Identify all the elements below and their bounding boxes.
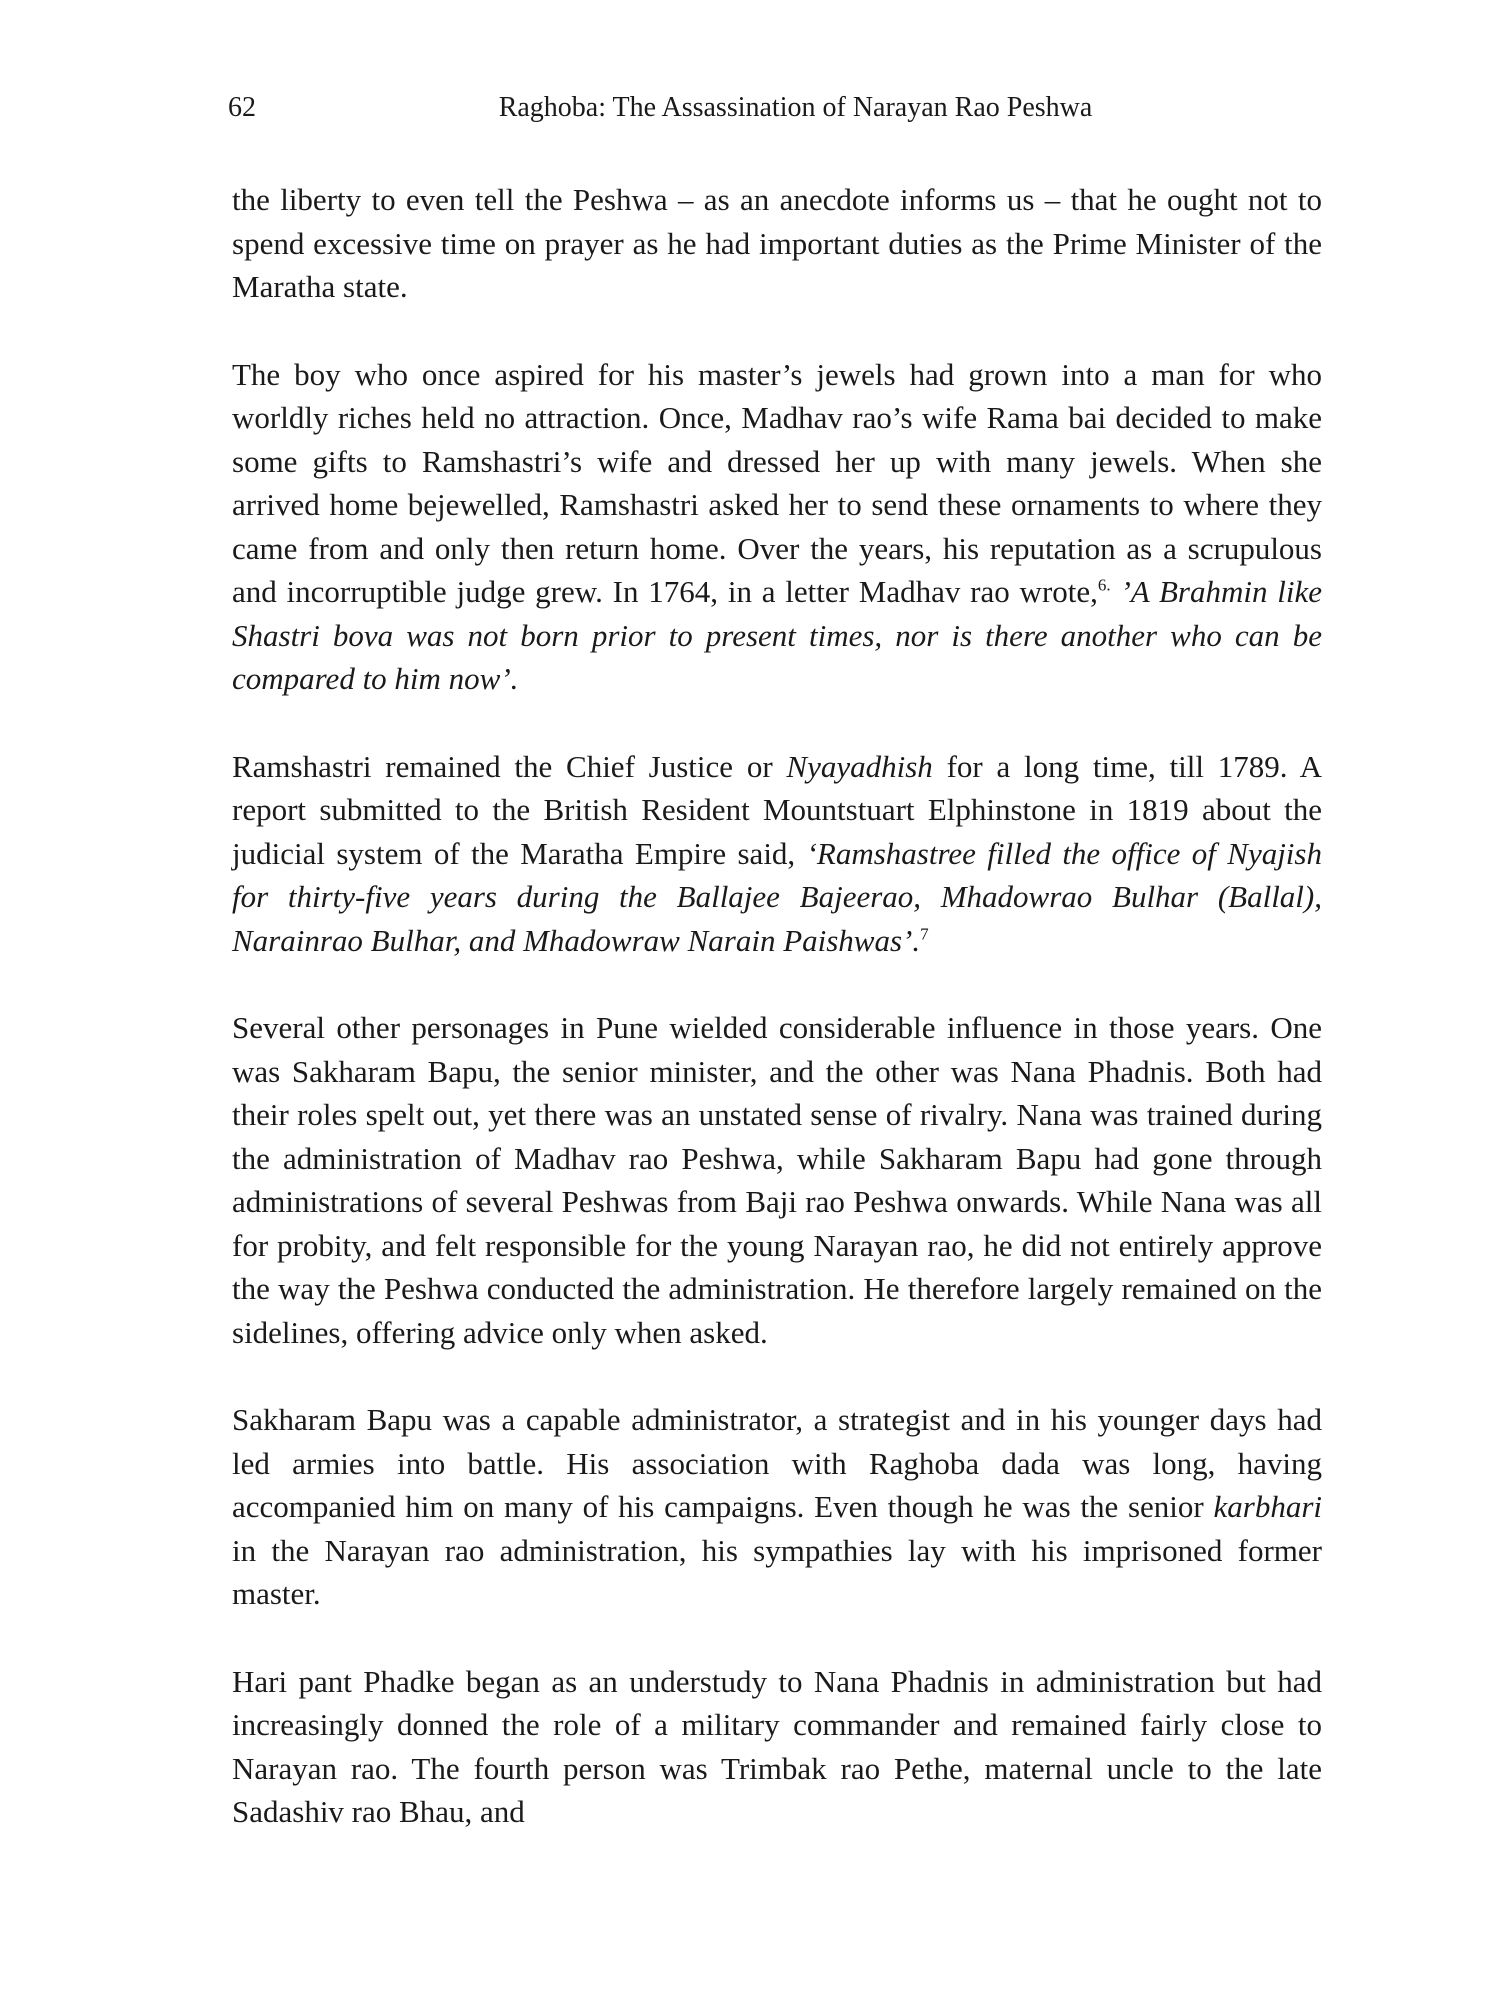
paragraph-5 (232, 1398, 1322, 1616)
italic-quote: ’A Brahmin like Shastri bova was not born prior to present times, nor is there another who can be compared to him now’. (232, 574, 1323, 696)
running-title: Raghoba: The Assassination of Narayan Rao Peshwa (498, 92, 1093, 123)
paragraph-1 (232, 178, 1322, 309)
paragraph-text: Several other personages in Pune wielded considerable influence in those years. One was Sakharam Bapu, the senior minister, and the other was Nana Phadnis. Both had their roles spelt out, yet there was an unstated sense of rivalry. Nana was trained during the administration of Madhav rao Peshwa, while Sakharam Bapu had gone through administrations of several Peshwas from Baji rao Peshwa onwards. While Nana was all for probity, and felt responsible for the young Narayan rao, he did not entirely approve the way the Peshwa conducted the administration. He therefore largely remained on the sidelines, offering advice only when asked. (232, 1010, 1322, 1350)
paragraph-text: the liberty to even tell the Peshwa – as an anecdote informs us – that he ought not to spend excessive time on prayer as he had important duties as the Prime Minister of the Maratha state. (232, 182, 1322, 304)
paragraph-text: Ramshastri remained the Chief Justice or (232, 748, 787, 784)
footnote-marker: 7 (920, 924, 929, 944)
paragraph-text: Sakharam Bapu was a capable administrator, a strategist and in his younger days had led armies into battle. His association with Raghoba dada was long, having accompanied him on many of his campaigns. Even though he was the senior (232, 1402, 1322, 1524)
paragraph-text: The boy who once aspired for his master’s jewels had grown into a man for who worldly riches held no attraction. Once, Madhav rao’s wife Rama bai decided to make some gifts to Ramshastri’s wife and dressed her up with many jewels. When she arrived home bejewelled, Ramshastri asked her to send these ornaments to where they came from and only then return home. Over the years, his reputation as a scrupulous and incorruptible judge grew. In 1764, in a letter Madhav rao wrote, (232, 356, 1322, 609)
paragraph-text: Hari pant Phadke began as an understudy to Nana Phadnis in administration but had increasingly donned the role of a military commander and remained fairly close to Narayan rao. The fourth person was Trimbak rao Pethe, maternal uncle to the late Sadashiv rao Bhau, and (232, 1663, 1322, 1829)
paragraph-3 (232, 745, 1322, 963)
paragraph-text: in the Narayan rao administration, his sympathies lay with his imprisoned former master. (232, 1532, 1322, 1611)
paragraph-6 (232, 1660, 1322, 1834)
italic-quote: ‘Ramshastree filled the office of Nyajish for thirty-five years during the Ballajee Bajeerao, Mhadowrao Bulhar (Ballal), Narainrao Bulhar, and Mhadowraw Narain Paishwas’. (232, 835, 1322, 958)
paragraph-4 (232, 1006, 1322, 1354)
italic-term: Nyayadhish (786, 748, 933, 784)
footnote-marker: 6. (1097, 575, 1111, 595)
body-text (232, 178, 1322, 1878)
running-head (228, 92, 1323, 132)
italic-term: karbhari (1213, 1489, 1322, 1524)
paragraph-text: for a long time, till 1789. A report submitted to the British Resident Mountstuart Elphinstone in 1819 about the judicial system of the Maratha Empire said, (232, 748, 1322, 871)
paragraph-2 (232, 353, 1322, 701)
page-number: 62 (228, 92, 256, 123)
